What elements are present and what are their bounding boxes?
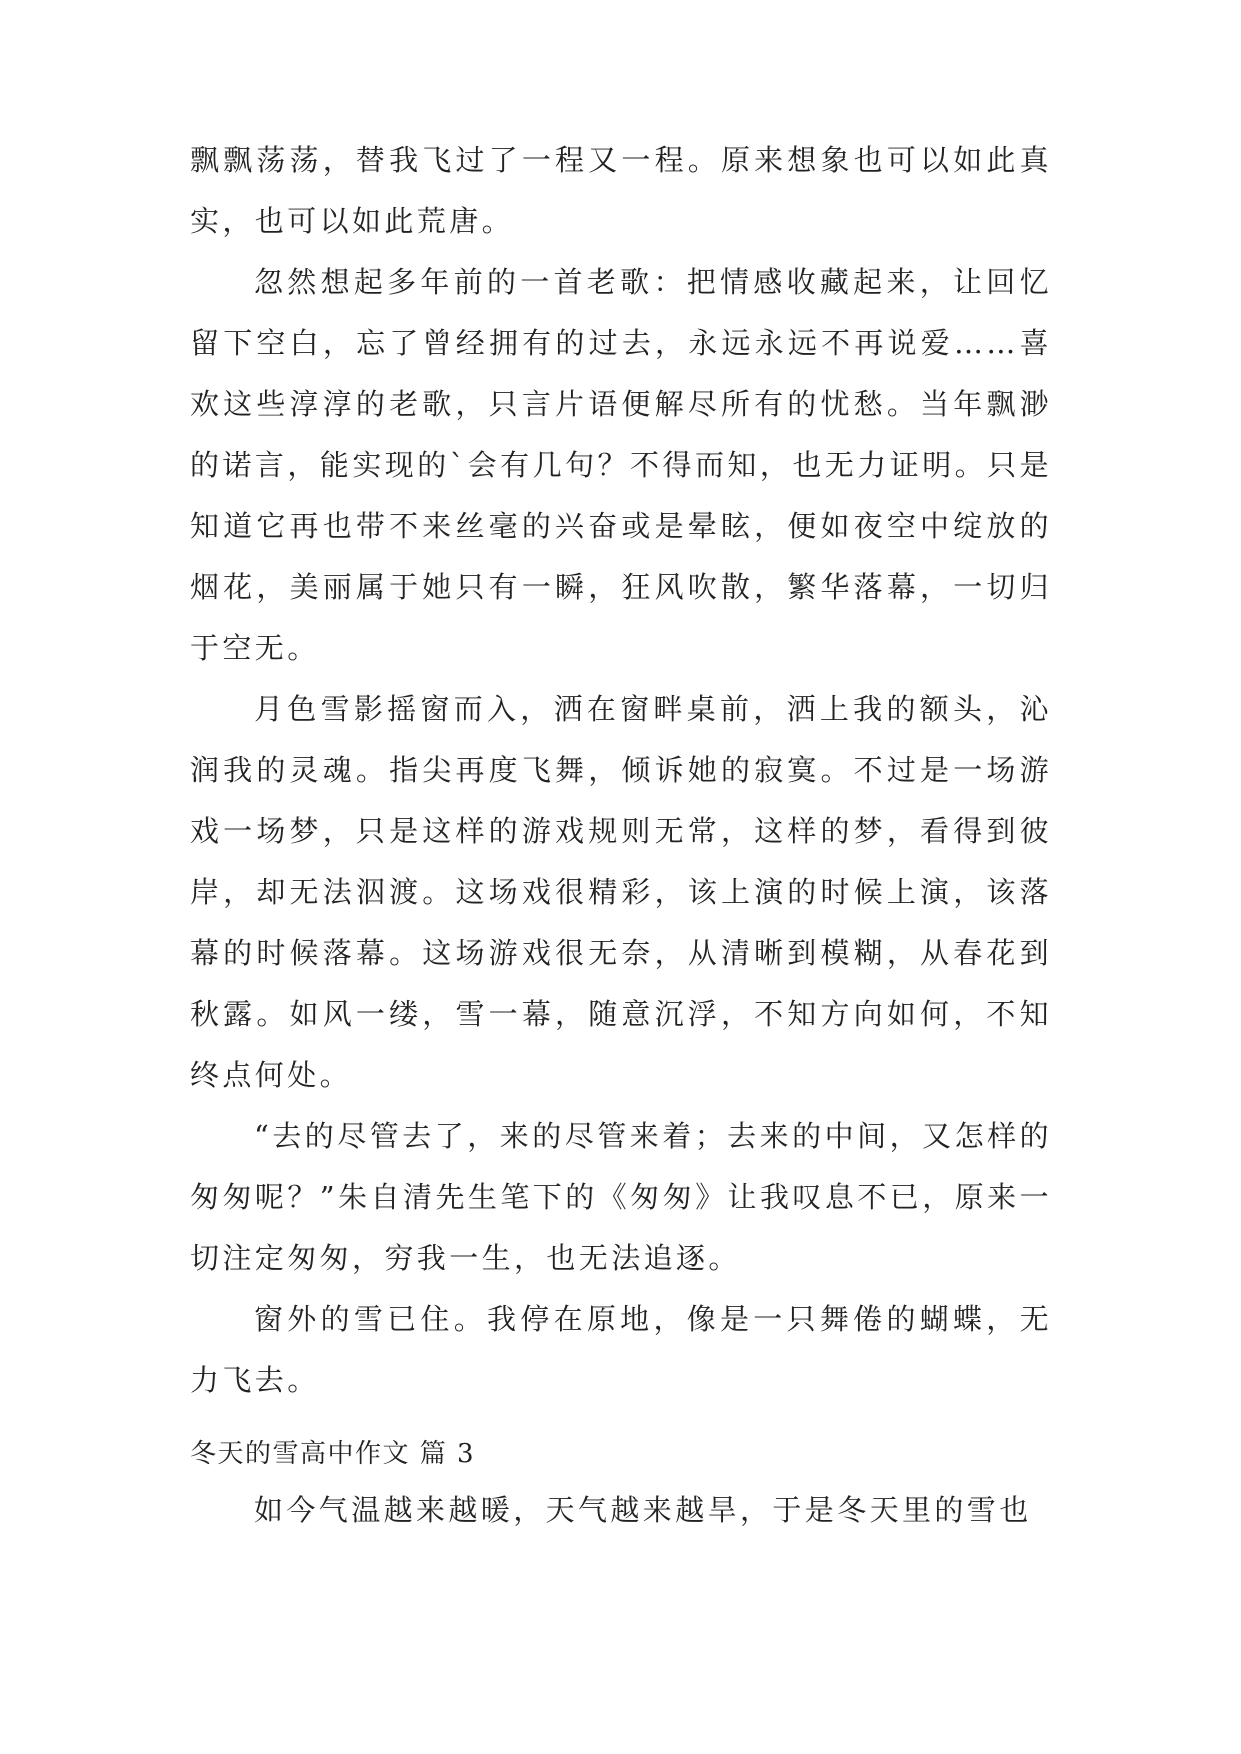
body-text: [190, 130, 1052, 1411]
paragraph-5: 窗外的雪已住。我停在原地，像是一只舞倦的蝴蝶，无力飞去。: [190, 1302, 1052, 1397]
paragraph-3: 月色雪影摇窗而入，洒在窗畔桌前，洒上我的额头，沁润我的灵魂。指尖再度飞舞，倾诉她的寂寞。不过是一场游戏一场梦，只是这样的游戏规则无常，这样的梦，看得到彼岸，却无法泅渡。这场戏很精彩，该上演的时候上演，该落幕的时候落幕。这场游戏很无奈，从清晰到模糊，从春花到秋露。如风一缕，雪一幕，随意沉浮，不知方向如何，不知终点何处。: [190, 692, 1052, 1092]
section-heading: 冬天的雪高中作文 篇 3: [190, 1439, 476, 1469]
paragraph-1: 飘飘荡荡，替我飞过了一程又一程。原来想象也可以如此真实，也可以如此荒唐。: [190, 143, 1052, 238]
paragraph-2: 忽然想起多年前的一首老歌：把情感收藏起来，让回忆留下空白，忘了曾经拥有的过去，永远永远不再说爱……喜欢这些淳淳的老歌，只言片语便解尽所有的忧愁。当年飘渺的诺言，能实现的`会有几句？不得而知，也无力证明。只是知道它再也带不来丝毫的兴奋或是晕眩，便如夜空中绽放的烟花，美丽属于她只有一瞬，狂风吹散，繁华落幕，一切归于空无。: [190, 265, 1052, 665]
paragraph-4: “去的尽管去了，来的尽管来着；去来的中间，又怎样的匆匆呢？”朱自清先生笔下的《匆匆》让我叹息不已，原来一切注定匆匆，穷我一生，也无法追逐。: [190, 1119, 1052, 1275]
paragraph-6: 如今气温越来越暖，天气越来越旱，于是冬天里的雪也: [254, 1493, 1032, 1527]
